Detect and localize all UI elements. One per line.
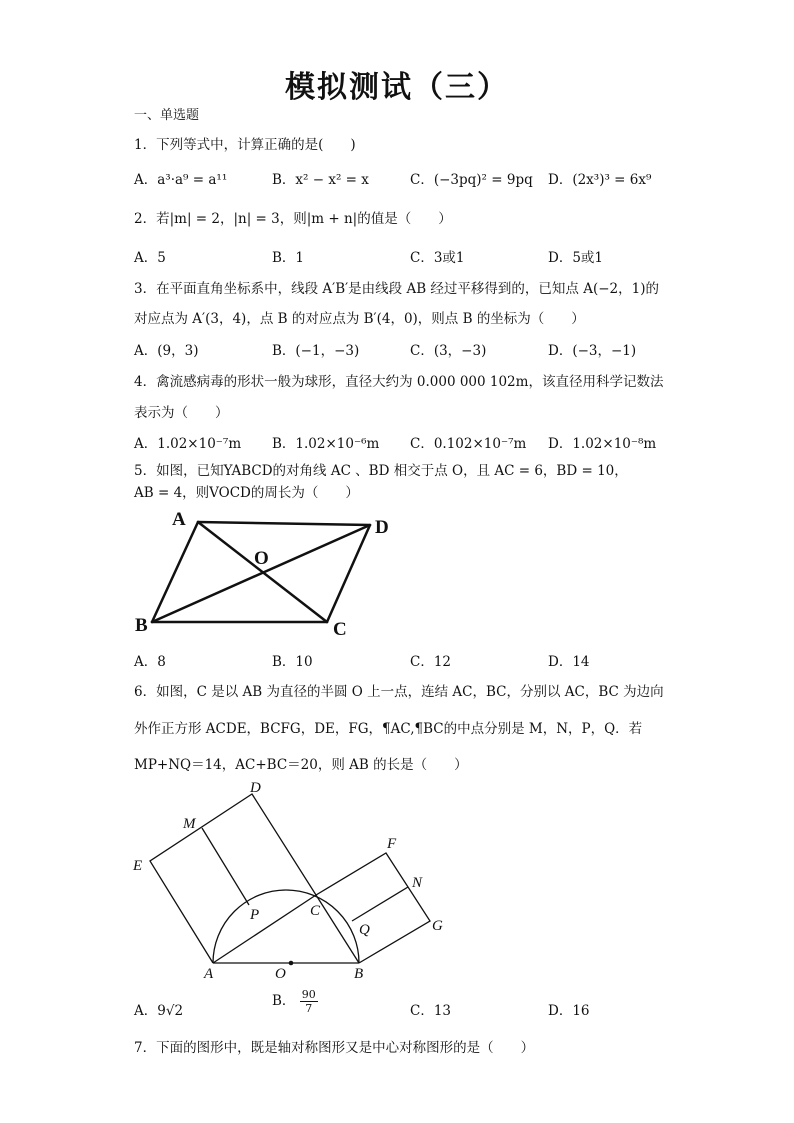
- q3-option-b[interactable]: B．(−1，−3): [272, 343, 360, 359]
- q4-option-c[interactable]: C．0.102×10⁻⁷m: [410, 436, 527, 452]
- question-4-stem: 4．禽流感病毒的形状一般为球形，直径大约为 0.000 000 102m，该直径用科学记数法: [134, 374, 664, 390]
- q2-option-b[interactable]: B．1: [272, 250, 305, 266]
- q6-option-b[interactable]: [272, 988, 318, 1015]
- question-6-stem: 6．如图，C 是以 AB 为直径的半圆 O 上一点，连结 AC，BC，分别以 AC，BC 为边向: [134, 684, 664, 700]
- q1-option-d[interactable]: D．(2x³)³ = 6x⁹: [548, 172, 652, 188]
- figure5-label-b: B: [135, 615, 148, 636]
- q5-option-b[interactable]: B．10: [272, 654, 313, 670]
- figure-parallelogram: [132, 505, 402, 645]
- q5-option-a[interactable]: A．8: [134, 654, 166, 670]
- q5-option-d[interactable]: D．14: [548, 654, 590, 670]
- question-7-stem: 7．下面的图形中，既是轴对称图形又是中心对称图形的是（ ）: [134, 1040, 535, 1056]
- q4-option-a[interactable]: A．1.02×10⁻⁷m: [134, 436, 242, 452]
- figure6-label-g: G: [432, 918, 443, 934]
- q6-option-d[interactable]: D．16: [548, 1003, 590, 1019]
- section-heading: 一、单选题: [134, 108, 200, 123]
- figure6-label-d: D: [250, 780, 261, 796]
- figure6-label-n: N: [412, 875, 423, 891]
- question-1-stem: 1．下列等式中，计算正确的是( ): [134, 137, 356, 153]
- figure6-label-a: A: [204, 966, 214, 982]
- figure6-label-b: B: [354, 966, 364, 982]
- q5-option-c[interactable]: C．12: [410, 654, 452, 670]
- q6-option-c[interactable]: C．13: [410, 1003, 452, 1019]
- fraction-numerator: 90: [301, 988, 316, 1001]
- figure6-label-m: M: [183, 816, 196, 832]
- figure5-label-o: O: [254, 548, 269, 569]
- q3-option-a[interactable]: A．(9，3): [134, 343, 199, 359]
- figure6-label-c: C: [310, 903, 321, 919]
- figure5-label-c: C: [333, 619, 347, 640]
- q3-option-d[interactable]: D．(−3，−1): [548, 343, 637, 359]
- question-5-stem: 5．如图，已知YABCD的对角线 AC 、BD 相交于点 O，且 AC = 6，BD = 10，: [134, 463, 628, 479]
- figure5-label-d: D: [375, 517, 389, 538]
- figure6-label-o: O: [275, 966, 286, 982]
- q4-option-b[interactable]: B．1.02×10⁻⁶m: [272, 436, 380, 452]
- question-2-stem: 2．若|m| = 2，|n| = 3，则|m + n|的值是（ ）: [134, 211, 452, 227]
- question-6-stem-cont2: MP+NQ＝14，AC+BC＝20，则 AB 的长是（ ）: [134, 757, 468, 773]
- question-3-stem-cont: 对应点为 A′(3，4)，点 B 的对应点为 B′(4，0)，则点 B 的坐标为（ ）: [134, 311, 585, 327]
- q2-option-a[interactable]: A．5: [134, 250, 166, 266]
- page-title: 模拟测试（三）: [285, 70, 509, 105]
- q6-option-b-label: B．: [272, 993, 296, 1009]
- question-5-stem-cont: AB = 4，则VOCD的周长为（ ）: [134, 485, 359, 501]
- question-4-stem-cont: 表示为（ ）: [134, 405, 229, 421]
- figure-semicircle-squares: [128, 778, 458, 988]
- figure6-label-e: E: [133, 858, 143, 874]
- q1-option-b[interactable]: B．x² − x² = x: [272, 172, 369, 188]
- q1-option-c[interactable]: C．(−3pq)² = 9pq: [410, 172, 533, 188]
- q6-option-a[interactable]: A．9√2: [134, 1003, 184, 1019]
- q2-option-d[interactable]: D．5或1: [548, 250, 604, 266]
- q4-option-d[interactable]: D．1.02×10⁻⁸m: [548, 436, 657, 452]
- question-6-stem-cont: 外作正方形 ACDE，BCFG，DE，FG，¶AC,¶BC的中点分别是 M，N，P，Q．若: [134, 721, 643, 737]
- figure6-label-q: Q: [359, 922, 370, 938]
- figure6-label-f: F: [387, 836, 397, 852]
- figure5-label-a: A: [172, 509, 186, 530]
- q2-option-c[interactable]: C．3或1: [410, 250, 465, 266]
- question-3-stem: 3．在平面直角坐标系中，线段 A′B′是由线段 AB 经过平移得到的，已知点 A(−2，1)的: [134, 281, 659, 297]
- figure6-label-p: P: [250, 907, 260, 923]
- q3-option-c[interactable]: C．(3，−3): [410, 343, 487, 359]
- q1-option-a[interactable]: A．a³·a⁹ = a¹¹: [134, 172, 228, 188]
- q6-option-b-fraction: [300, 988, 318, 1015]
- fraction-denominator: 7: [305, 1002, 313, 1015]
